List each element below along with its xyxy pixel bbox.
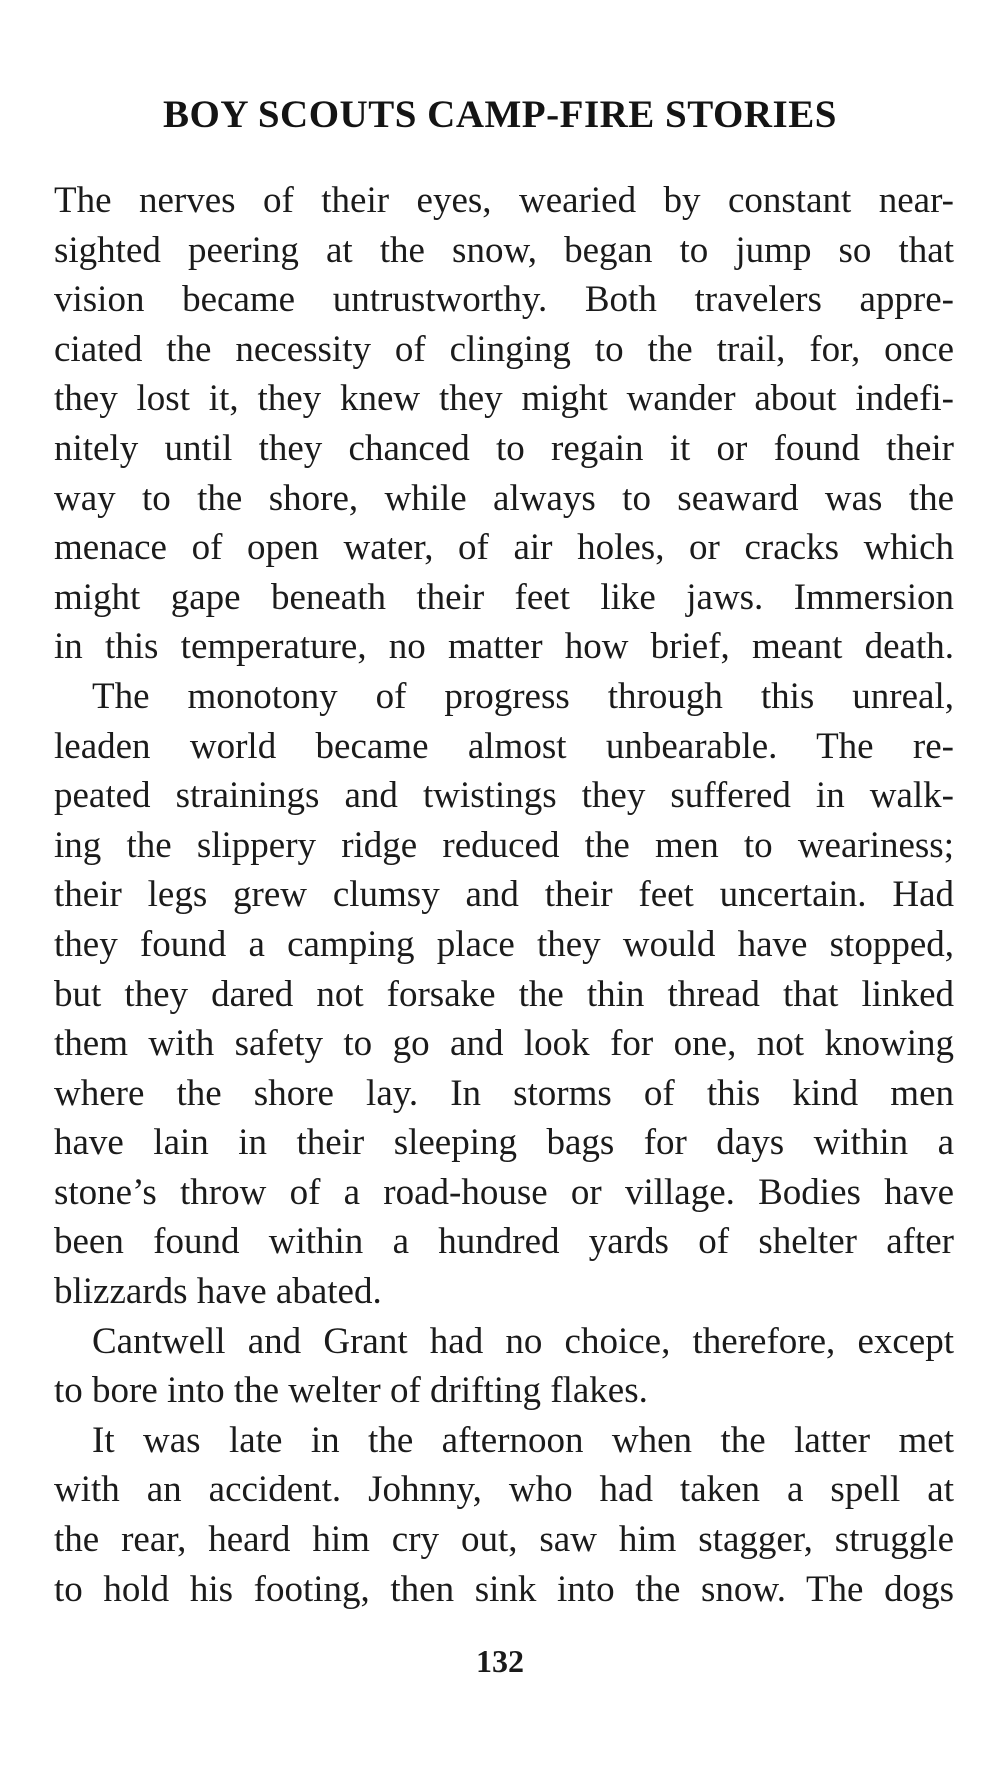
text-line: in this temperature, no matter how brief, meant death.: [54, 626, 954, 668]
text-line: the rear, heard him cry out, saw him stagger, struggle: [54, 1519, 954, 1561]
text-line: The nerves of their eyes, wearied by constant near-: [54, 180, 954, 221]
text-line: Cantwell and Grant had no choice, therefore, except: [92, 1320, 954, 1362]
paragraph-1: [54, 176, 954, 672]
text-line: It was late in the afternoon when the latter met: [92, 1419, 954, 1461]
text-line: vision became untrustworthy. Both travelers appre-: [54, 279, 954, 321]
text-line: might gape beneath their feet like jaws. Immersion: [54, 576, 954, 618]
paragraph-2: [54, 672, 954, 1317]
text-line: been found within a hundred yards of shelter after: [54, 1221, 954, 1263]
text-line: to hold his footing, then sink into the snow. The dogs: [54, 1568, 954, 1610]
text-line: ciated the necessity of clinging to the trail, for, once: [54, 328, 954, 370]
text-line: menace of open water, of air holes, or cracks which: [54, 527, 954, 569]
text-line: ing the slippery ridge reduced the men to weariness;: [54, 824, 954, 866]
text-line: their legs grew clumsy and their feet uncertain. Had: [54, 874, 954, 916]
text-line: sighted peering at the snow, began to jump so that: [54, 229, 954, 271]
paragraph-4: [54, 1416, 954, 1614]
text-line: where the shore lay. In storms of this kind men: [54, 1072, 954, 1114]
running-head: BOY SCOUTS CAMP-FIRE STORIES: [163, 93, 837, 136]
text-line: blizzards have abated.: [54, 1271, 382, 1313]
body-text: [54, 176, 954, 1614]
text-line: them with safety to go and look for one, not knowing: [54, 1023, 954, 1065]
text-line: leaden world became almost unbearable. The re-: [54, 725, 954, 767]
text-line: way to the shore, while always to seaward was the: [54, 477, 954, 519]
text-line: stone’s throw of a road-house or village. Bodies have: [54, 1171, 954, 1213]
text-line: have lain in their sleeping bags for days within a: [54, 1122, 954, 1164]
paragraph-3: [54, 1317, 954, 1416]
text-line: with an accident. Johnny, who had taken a spell at: [54, 1469, 954, 1511]
text-line: peated strainings and twistings they suffered in walk-: [54, 775, 954, 817]
text-line: but they dared not forsake the thin thread that linked: [54, 973, 954, 1015]
text-line: they lost it, they knew they might wander about indefi-: [54, 378, 954, 420]
text-line: nitely until they chanced to regain it or found their: [54, 427, 954, 469]
text-line: to bore into the welter of drifting flakes.: [54, 1370, 648, 1412]
text-line: The monotony of progress through this unreal,: [92, 675, 954, 717]
page-number: 132: [476, 1643, 524, 1679]
text-line: they found a camping place they would have stopped,: [54, 923, 954, 965]
